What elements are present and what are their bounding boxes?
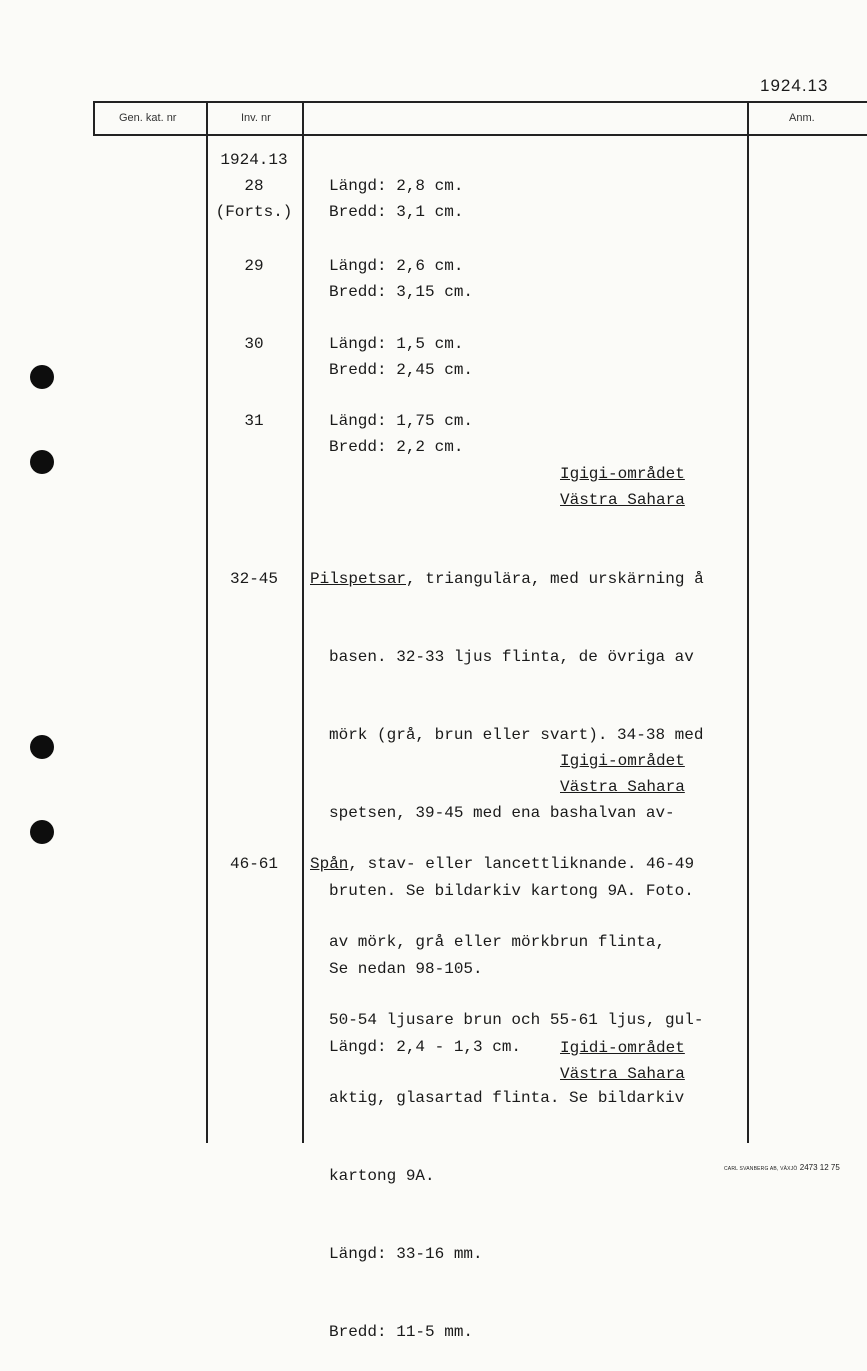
term-pilspetsar: Pilspetsar — [310, 570, 407, 588]
binder-hole-4 — [30, 820, 54, 844]
document-number: 1924.13 — [760, 76, 829, 95]
inv-number-46-61: 46-61 — [229, 855, 278, 873]
text-line: Bredd: 2,45 cm. — [329, 361, 474, 379]
location-line: Igigi-området — [560, 752, 685, 770]
text-line: bruten. Se bildarkiv kartong 9A. Foto. — [329, 882, 694, 900]
inv-line: 28 — [244, 177, 264, 195]
binder-hole-1 — [30, 365, 54, 389]
header-top-rule — [93, 101, 867, 103]
text-line: Bredd: 3,15 cm. — [329, 283, 474, 301]
entry-text-29 — [329, 253, 473, 305]
header-bottom-rule — [93, 134, 867, 136]
printer-name: CARL SVANBERG AB, VÄXJÖ — [724, 1166, 798, 1172]
text-line: Bredd: 3,1 cm. — [329, 203, 464, 221]
inv-number-32-45: 32-45 — [229, 570, 278, 588]
column-rule-left — [93, 101, 95, 135]
text-line: Längd: 2,4 - 1,3 cm. — [329, 1038, 522, 1056]
entry-text-46-61 — [329, 877, 703, 1371]
text-line: aktig, glasartad flinta. Se bildarkiv — [329, 1089, 685, 1107]
text-line: Längd: 1,5 cm. — [329, 335, 464, 353]
entry-text-31 — [329, 408, 473, 460]
binder-hole-2 — [30, 450, 54, 474]
inv-number-31: 31 — [244, 412, 264, 430]
printer-imprint — [724, 1163, 840, 1172]
text-line: spetsen, 39-45 med ena bashalvan av- — [329, 804, 675, 822]
header-anm: Anm. — [789, 112, 815, 124]
entry-text-30 — [329, 331, 473, 383]
location-line: Igidi-området — [560, 1039, 685, 1057]
text-line: Bredd: 2,2 cm. — [329, 438, 464, 456]
term-span: Spån — [310, 855, 349, 873]
column-rule-anm — [747, 101, 749, 1143]
header-inv-nr: Inv. nr — [241, 112, 271, 124]
text-line: Längd: 2,8 cm. — [329, 177, 464, 195]
location-line: Västra Sahara — [560, 1065, 685, 1083]
location-line: Västra Sahara — [560, 491, 685, 509]
form-code: 2473 12 75 — [799, 1163, 840, 1172]
text-line: 50-54 ljusare brun och 55-61 ljus, gul- — [329, 1011, 704, 1029]
first-line-rest: , stav- eller lancettliknande. 46-49 — [348, 855, 695, 873]
text-line: Längd: 33-16 mm. — [329, 1245, 483, 1263]
inv-number-30: 30 — [244, 335, 264, 353]
text-line: av mörk, grå eller mörkbrun flinta, — [329, 933, 666, 951]
location-line: Västra Sahara — [560, 778, 685, 796]
text-line: Längd: 2,6 cm. — [329, 257, 464, 275]
inv-number-29: 29 — [244, 257, 264, 275]
binder-hole-3 — [30, 735, 54, 759]
text-line: mörk (grå, brun eller svart). 34-38 med — [329, 726, 704, 744]
entry-text-28 — [329, 173, 463, 225]
text-line: Se nedan 98-105. — [329, 960, 483, 978]
first-line-rest: , triangulära, med urskärning å — [406, 570, 704, 588]
location-32-45 — [560, 748, 685, 800]
inv-line: 1924.13 — [220, 151, 288, 169]
inv-line: (Forts.) — [215, 203, 293, 221]
text-line: Bredd: 11-5 mm. — [329, 1323, 474, 1341]
location-line: Igigi-området — [560, 465, 685, 483]
text-line: kartong 9A. — [329, 1167, 435, 1185]
column-rule-inv — [302, 101, 304, 1143]
location-31 — [560, 461, 685, 513]
inv-number-28 — [206, 147, 302, 225]
location-46-61 — [560, 1035, 685, 1087]
text-line: basen. 32-33 ljus flinta, de övriga av — [329, 648, 694, 666]
entry-first-line-32-45 — [310, 566, 704, 592]
header-gen-kat-nr: Gen. kat. nr — [119, 112, 177, 124]
entry-first-line-46-61 — [310, 851, 694, 877]
text-line: Längd: 1,75 cm. — [329, 412, 474, 430]
